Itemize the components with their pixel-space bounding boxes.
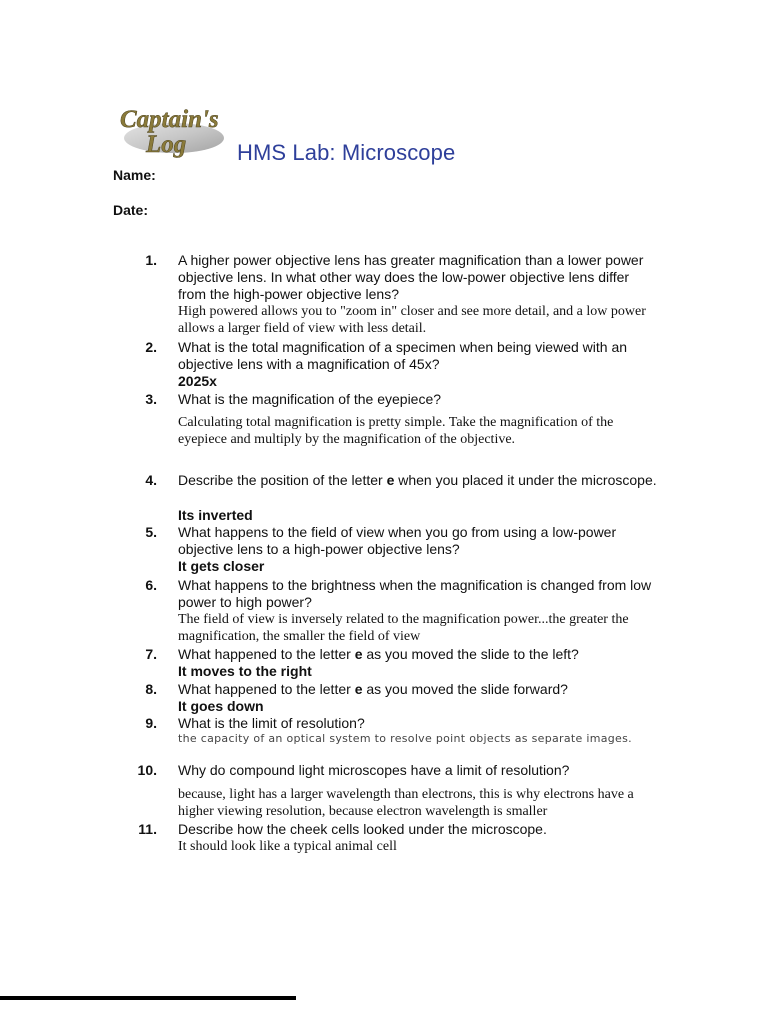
question-number: 6. (145, 577, 157, 593)
answer-text: It goes down (178, 698, 264, 714)
answer-text: because, light has a larger wavelength than electrons, this is why electrons have a higher viewing resolution, because electron wavelength is smaller (178, 787, 634, 819)
question-number: 4. (145, 472, 157, 488)
question-text: What is the total magnification of a specimen when being viewed with an objective lens with a magnification of 45x? (178, 339, 628, 372)
question-text: Why do compound light microscopes have a limit of resolution? (178, 762, 570, 778)
letter-e: e (386, 472, 395, 488)
question-number: 2. (145, 339, 157, 355)
question-text (178, 472, 658, 489)
question-text: A higher power objective lens has greater magnification than a lower power objective lens. In what other way does the low-power objective lens differ from the high-power objective lens? (178, 252, 644, 302)
answer-text: Calculating total magnification is pretty simple. Take the magnification of the eyepiece and multiply by the magnification of the objective. (178, 415, 614, 447)
question-number: 3. (145, 391, 157, 407)
question-text: What is the limit of resolution? (178, 715, 365, 731)
answer-text: It gets closer (178, 558, 265, 574)
question-text: What is the magnification of the eyepiece? (178, 391, 442, 407)
question-text: Describe how the cheek cells looked under the microscope. (178, 821, 547, 837)
footer-divider (0, 996, 296, 1000)
answer-text: Its inverted (178, 507, 253, 523)
question-text (178, 646, 658, 663)
question-number: 7. (145, 646, 157, 662)
question-number: 8. (145, 681, 157, 697)
question-number: 11. (138, 821, 157, 837)
captains-log-logo (112, 96, 228, 160)
answer-text: It should look like a typical animal cell (178, 839, 397, 854)
answer-text: High powered allows you to "zoom in" closer and see more detail, and a low power allows a larger field of view with less detail. (178, 304, 646, 336)
page-title: HMS Lab: Microscope (237, 140, 456, 165)
svg-text:Log: Log (146, 131, 187, 158)
svg-text:Captain's: Captain's (120, 106, 219, 133)
name-label: Name: (113, 167, 156, 183)
question-text-end: as you moved the slide to the left? (362, 646, 579, 662)
question-number: 9. (145, 715, 157, 731)
question-text (178, 681, 658, 698)
letter-e: e (354, 681, 363, 697)
answer-text: The field of view is inversely related to the magnification power...the greater the magnification, the smaller the field of view (178, 612, 629, 644)
question-text-start: Describe the position of the letter (178, 472, 387, 488)
letter-e: e (354, 646, 363, 662)
question-text-start: What happened to the letter (178, 646, 355, 662)
answer-text: the capacity of an optical system to resolve point objects as separate images. (178, 732, 632, 745)
question-text-end: when you placed it under the microscope. (394, 472, 657, 488)
question-number: 10. (137, 762, 157, 778)
question-number: 5. (145, 524, 157, 540)
question-number: 1. (145, 252, 157, 268)
question-text-end: as you moved the slide forward? (362, 681, 568, 697)
answer-text: It moves to the right (178, 663, 312, 679)
date-label: Date: (113, 202, 149, 218)
question-text: What happens to the brightness when the magnification is changed from low power to high power? (178, 577, 652, 610)
question-text-start: What happened to the letter (178, 681, 355, 697)
answer-text: 2025x (178, 373, 217, 389)
question-text: What happens to the field of view when you go from using a low-power objective lens to a high-power objective lens? (178, 524, 617, 557)
